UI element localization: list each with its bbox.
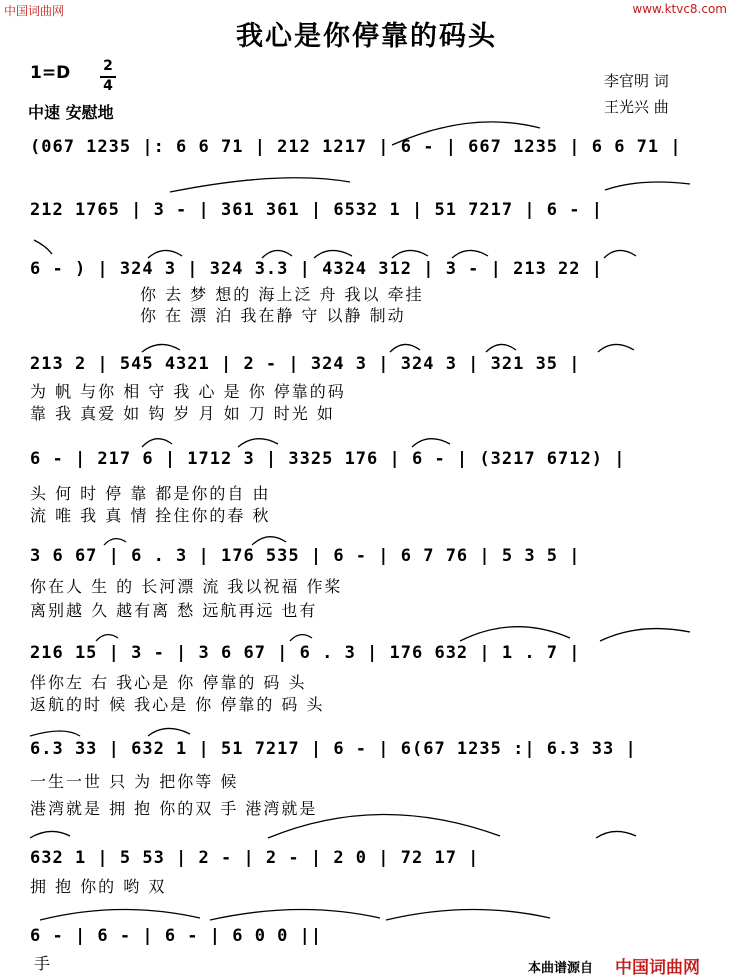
score-row-6-lyrics-verse2: 离别越 久 越有离 愁 远航再远 也有 — [30, 601, 318, 620]
time-signature-bottom: 4 — [103, 78, 113, 94]
score-row-7-lyrics-verse1: 伴你左 右 我心是 你 停靠的 码 头 — [30, 673, 307, 692]
score-row-3-lyrics-verse1: 你 去 梦 想的 海上泛 舟 我以 牵挂 — [140, 285, 424, 304]
composer-credit: 王光兴 曲 — [604, 98, 669, 116]
slur-row4-a — [142, 344, 180, 352]
key-signature: 1=D — [30, 63, 71, 83]
score-row-9-lyrics-verse1: 拥 抱 你的 哟 双 — [30, 877, 167, 896]
slur-row10-c — [386, 909, 550, 920]
score-row-10-notes: 6 - | 6 - | 6 - | 6 0 0 || — [30, 926, 323, 946]
watermark-right: www.ktvc8.com — [632, 2, 727, 16]
footer-source-label: 本曲谱源自 — [528, 961, 594, 976]
score-row-10-lyrics-verse1: 手 — [34, 954, 53, 973]
slur-row8-a — [30, 731, 80, 736]
slur-row3-f — [604, 250, 636, 258]
slur-row7-a — [96, 635, 118, 641]
slur-row3-c — [314, 250, 352, 258]
slur-row2-a — [170, 178, 350, 192]
slur-row7-d — [600, 629, 690, 641]
score-row-5-lyrics-verse1: 头 何 时 停 靠 都是你的自 由 — [30, 484, 271, 503]
slur-row4-c — [486, 344, 516, 352]
watermark-left: 中国词曲网 — [4, 4, 65, 18]
slur-row6-b — [252, 537, 286, 545]
score-row-5-notes: 6 - | 217 6 | 1712 3 | 3325 176 | 6 - | (3217 6712) | — [30, 449, 626, 469]
slur-row5-b — [238, 439, 278, 447]
slur-row5-a — [142, 439, 172, 447]
score-row-6-lyrics-verse1: 你在人 生 的 长河漂 流 我以祝福 作桨 — [30, 577, 343, 596]
score-row-7-lyrics-verse2: 返航的时 候 我心是 你 停靠的 码 头 — [30, 695, 325, 714]
slur-row8-b — [148, 728, 190, 736]
slur-row7-c — [460, 627, 570, 641]
time-signature-top: 2 — [103, 58, 113, 74]
slur-row2-b — [605, 182, 690, 190]
score-row-2-notes: 212 1765 | 3 - | 361 361 | 6532 1 | 51 7217 | 6 - | — [30, 200, 603, 220]
slur-row3-d — [392, 250, 428, 258]
score-row-3-lyrics-verse2: 你 在 漂 泊 我在静 守 以静 制动 — [140, 306, 406, 325]
slur-row3-e — [452, 250, 488, 258]
footer-site-name: 中国词曲网 — [615, 958, 700, 978]
slur-row7-b — [290, 635, 312, 641]
slur-row3-a — [148, 250, 182, 258]
slur-row9-a — [30, 831, 70, 838]
score-row-8-lyrics-verse1: 一生一世 只 为 把你等 候 — [30, 772, 239, 791]
tempo-marking: 中速 安慰地 — [28, 103, 114, 122]
slur-row4-b — [390, 344, 420, 352]
lyricist-credit: 李官明 词 — [604, 72, 669, 90]
score-row-4-lyrics-verse2: 靠 我 真爱 如 钩 岁 月 如 刀 时光 如 — [30, 404, 335, 423]
score-row-6-notes: 3 6 67 | 6 . 3 | 176 535 | 6 - | 6 7 76 | 5 3 5 | — [30, 546, 581, 566]
slur-row3-b — [262, 250, 292, 258]
score-row-9-notes: 632 1 | 5 53 | 2 - | 2 - | 2 0 | 72 17 | — [30, 848, 480, 868]
slur-row5-c — [412, 439, 450, 447]
score-row-1-notes: (067 1235 |: 6 6 71 | 212 1217 | 6 - | 667 1235 | 6 6 71 | — [30, 137, 682, 157]
score-row-7-notes: 216 15 | 3 - | 3 6 67 | 6 . 3 | 176 632 | 1 . 7 | — [30, 643, 581, 663]
slur-row1-tie — [392, 122, 540, 145]
score-row-5-lyrics-verse2: 流 唯 我 真 情 拴住你的春 秋 — [30, 506, 271, 525]
slur-row6-a — [104, 539, 126, 545]
slur-row4-d — [598, 344, 634, 352]
slur-row9-b — [268, 814, 500, 838]
slur-row10-b — [210, 909, 380, 920]
slur-row3-start — [34, 240, 52, 254]
song-title: 我心是你停靠的码头 — [236, 21, 497, 52]
slur-row9-c — [596, 831, 636, 838]
score-row-4-lyrics-verse1: 为 帆 与你 相 守 我 心 是 你 停靠的码 — [30, 382, 346, 401]
score-row-8-lyrics-verse2: 港湾就是 拥 抱 你的双 手 港湾就是 — [30, 799, 318, 818]
slur-row10-a — [40, 909, 200, 920]
score-row-4-notes: 213 2 | 545 4321 | 2 - | 324 3 | 324 3 | 321 35 | — [30, 354, 581, 374]
score-row-3-notes: 6 - ) | 324 3 | 324 3.3 | 4324 312 | 3 - | 213 22 | — [30, 259, 603, 279]
score-row-8-notes: 6.3 33 | 632 1 | 51 7217 | 6 - | 6(67 1235 :| 6.3 33 | — [30, 739, 637, 759]
